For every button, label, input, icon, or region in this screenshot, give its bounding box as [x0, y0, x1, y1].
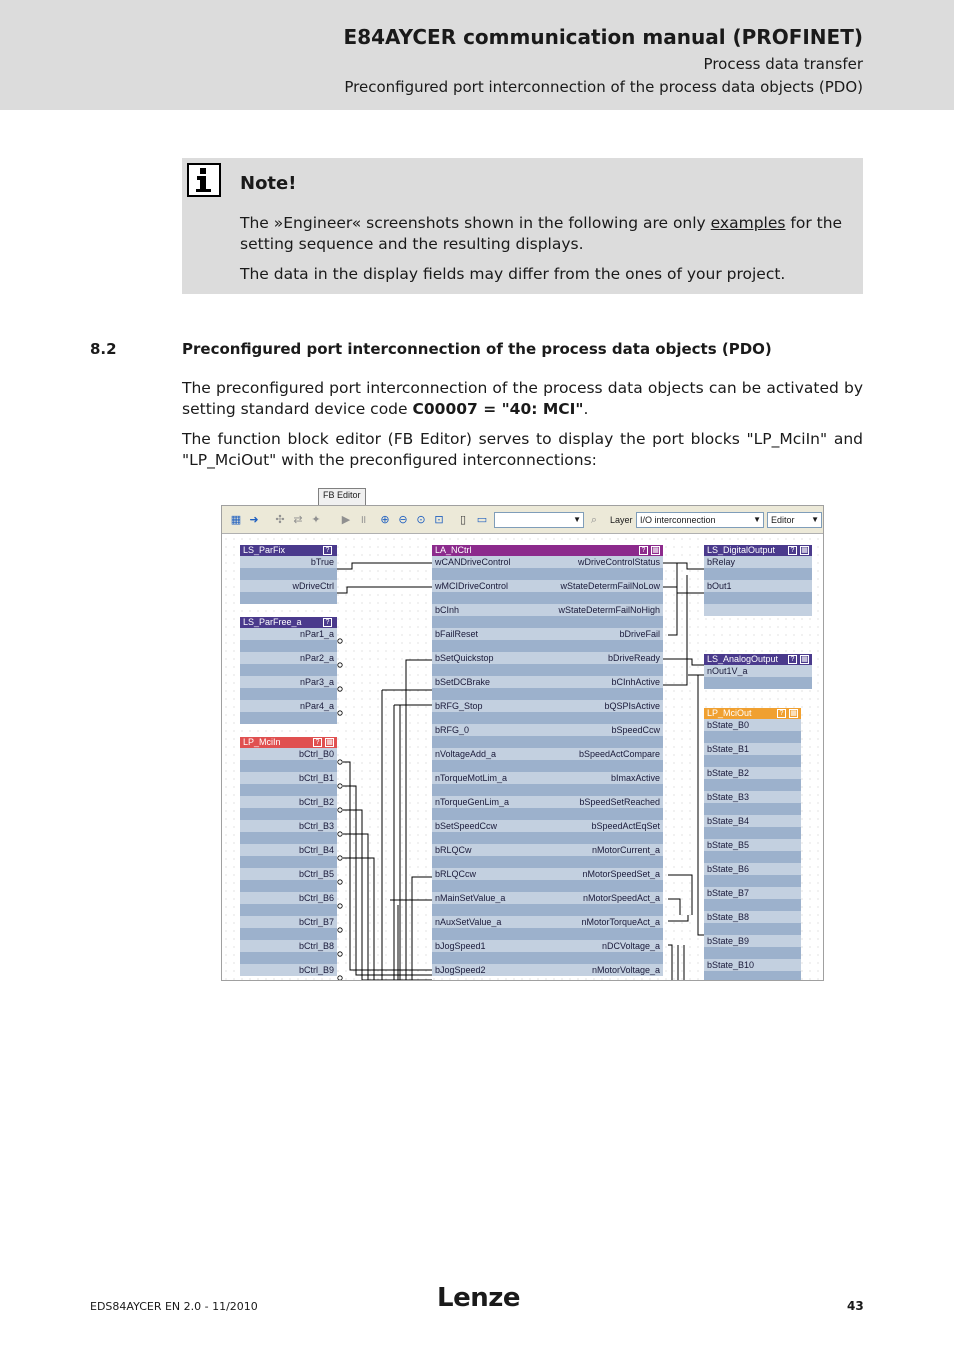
port-row — [240, 580, 337, 592]
port-label[interactable]: bCtrl_B4 — [298, 845, 334, 855]
port-row — [240, 916, 337, 928]
port-row — [240, 676, 337, 688]
input-port-label[interactable]: nVoltageAdd_a — [435, 749, 497, 759]
block-ports — [240, 748, 337, 976]
layer-select[interactable] — [636, 512, 764, 528]
port-row — [432, 688, 663, 700]
fb-ls-parfix[interactable] — [240, 545, 337, 604]
grid-icon[interactable]: ▦ — [801, 547, 808, 554]
port-label[interactable]: bState_B10 — [707, 960, 755, 970]
print-icon[interactable]: ▭ — [476, 513, 488, 526]
port-row — [432, 700, 663, 712]
port-row — [704, 767, 801, 779]
port-row — [704, 719, 801, 731]
port-label[interactable]: nPar1_a — [299, 629, 334, 639]
port-label[interactable]: bState_B2 — [707, 768, 750, 778]
port-row — [704, 959, 801, 971]
port-label[interactable]: bCtrl_B7 — [298, 917, 334, 927]
output-port-label[interactable]: bDriveReady — [607, 653, 660, 663]
input-port-label[interactable]: bFailReset — [435, 629, 479, 639]
port-row — [240, 664, 337, 676]
port-row — [240, 592, 337, 604]
port-label[interactable]: nOut1V_a — [707, 666, 748, 676]
port-row — [704, 791, 801, 803]
port-row — [704, 815, 801, 827]
input-port-label[interactable]: bRFG_0 — [435, 725, 470, 735]
port-row — [240, 856, 337, 868]
search-combo[interactable] — [494, 512, 584, 528]
output-port-label[interactable]: wStateDetermFailNoHigh — [558, 605, 660, 615]
block-title: LS_ParFix — [243, 545, 286, 555]
port-row — [240, 868, 337, 880]
port-label[interactable]: bCtrl_B1 — [298, 773, 334, 783]
port-row — [432, 904, 663, 916]
input-port-label[interactable]: nTorqueGenLim_a — [435, 797, 510, 807]
port-row — [432, 580, 663, 592]
output-port-label[interactable]: bCInhActive — [611, 677, 660, 687]
chevron-down-icon: ▼ — [753, 515, 761, 524]
output-port-label[interactable]: nMotorSpeedSet_a — [582, 869, 660, 879]
port-row — [704, 851, 801, 863]
lenze-logo: Lenze — [437, 1283, 520, 1313]
port-row — [432, 712, 663, 724]
port-row — [432, 616, 663, 628]
block-header — [432, 545, 663, 556]
block-title: LS_DigitalOutput — [707, 545, 776, 555]
port-row — [432, 844, 663, 856]
help-icon[interactable]: ? — [313, 738, 322, 747]
port-row — [432, 868, 663, 880]
paragraph-2: The function block editor (FB Editor) serves to display the port blocks "LP_MciIn" and "LP_MciOut" with the preconfigured interconnections: — [182, 430, 863, 469]
port-row — [704, 604, 812, 616]
input-port-label[interactable]: bRLQCcw — [435, 869, 477, 879]
port-row — [704, 827, 801, 839]
block-ports — [240, 556, 337, 604]
port-row — [704, 568, 812, 580]
block-title: LS_ParFree_a — [243, 617, 302, 627]
input-port-label[interactable]: bRFG_Stop — [435, 701, 483, 711]
search-icon[interactable]: ⌕ — [590, 513, 598, 526]
port-row — [432, 628, 663, 640]
fb-ls-parfree[interactable] — [240, 617, 337, 724]
section-title-header: Preconfigured port interconnection of the process data objects (PDO) — [344, 78, 863, 96]
note-title: Note! — [240, 173, 297, 194]
port-row — [704, 779, 801, 791]
port-row — [240, 796, 337, 808]
port-row — [432, 880, 663, 892]
port-label[interactable]: bOut1 — [707, 581, 732, 591]
port-label[interactable]: bCtrl_B5 — [298, 869, 334, 879]
port-row — [432, 604, 663, 616]
mode-value: Editor — [771, 515, 795, 525]
port-row — [432, 568, 663, 580]
block-header — [704, 654, 812, 665]
pause-icon[interactable]: ॥ — [359, 513, 367, 526]
info-icon — [187, 163, 221, 197]
output-port-label[interactable]: bSpeedActEqSet — [591, 821, 660, 831]
zoom-window-icon[interactable]: ⊡ — [434, 513, 444, 526]
port-label[interactable]: bCtrl_B8 — [298, 941, 334, 951]
port-row — [704, 556, 812, 568]
block-title: LA_NCtrl — [435, 545, 472, 555]
help-icon[interactable]: ? — [323, 546, 332, 555]
port-row — [240, 964, 337, 976]
section-heading: Preconfigured port interconnection of the process data objects (PDO) — [182, 340, 772, 358]
fb-la-nctrl[interactable] — [432, 545, 663, 976]
block-title: LS_AnalogOutput — [707, 654, 779, 664]
output-port-label[interactable]: nDCVoltage_a — [601, 941, 660, 951]
port-row — [240, 832, 337, 844]
port-row — [432, 556, 663, 568]
port-row — [240, 748, 337, 760]
block-ports — [704, 719, 801, 981]
port-label[interactable]: bState_B6 — [707, 864, 750, 874]
help-icon[interactable]: ? — [639, 546, 648, 555]
port-row — [240, 652, 337, 664]
port-row — [432, 640, 663, 652]
link-icon[interactable]: ⇄ — [293, 513, 303, 526]
block-header — [704, 545, 812, 556]
port-label[interactable]: bCtrl_B2 — [298, 797, 334, 807]
port-row — [240, 772, 337, 784]
port-row — [432, 928, 663, 940]
zoom-out-icon[interactable]: ⊖ — [398, 513, 408, 526]
block-ports — [240, 628, 337, 724]
port-row — [432, 748, 663, 760]
port-row — [240, 556, 337, 568]
port-row — [240, 640, 337, 652]
note-text: for the setting sequence and the resulting displays. — [240, 214, 843, 253]
body-text: . — [583, 400, 589, 418]
port-row — [432, 736, 663, 748]
page-number: 43 — [847, 1299, 864, 1313]
input-port-label[interactable]: bJogSpeed1 — [435, 941, 486, 951]
port-row — [432, 892, 663, 904]
port-row — [704, 947, 801, 959]
grid-icon[interactable]: ▦ — [326, 739, 333, 746]
port-label[interactable]: nPar3_a — [299, 677, 334, 687]
block-ports — [704, 665, 812, 689]
port-row — [704, 875, 801, 887]
fb-lp-mciin[interactable] — [240, 737, 337, 976]
input-port-label[interactable]: nTorqueMotLim_a — [435, 773, 508, 783]
input-port-label[interactable]: nMainSetValue_a — [435, 893, 506, 903]
fb-lp-mciout[interactable] — [704, 708, 801, 981]
block-title: LP_MciOut — [707, 708, 752, 718]
port-row — [432, 784, 663, 796]
manual-title: E84AYCER communication manual (PROFINET) — [343, 25, 863, 49]
block-title: LP_MciIn — [243, 737, 281, 747]
port-label[interactable]: bCtrl_B9 — [298, 965, 334, 975]
port-row — [704, 839, 801, 851]
port-label[interactable]: bState_B0 — [707, 720, 750, 730]
output-port-label[interactable]: wDriveControlStatus — [577, 557, 660, 567]
port-row — [240, 952, 337, 964]
port-row — [704, 677, 812, 689]
body-text: The preconfigured port interconnection of the process data objects can be activated by setting standard device code — [182, 379, 863, 418]
output-port-label[interactable]: nMotorSpeedAct_a — [582, 893, 660, 903]
port-row — [240, 844, 337, 856]
port-row — [432, 820, 663, 832]
input-port-label[interactable]: bSetQuickstop — [435, 653, 494, 663]
port-row — [704, 863, 801, 875]
port-row — [704, 911, 801, 923]
port-label[interactable]: bState_B8 — [707, 912, 750, 922]
port-row — [240, 928, 337, 940]
layer-label: Layer — [610, 515, 633, 525]
play-icon[interactable]: ▶ — [341, 513, 351, 526]
port-row — [704, 935, 801, 947]
block-header — [704, 708, 801, 719]
port-label[interactable]: nPar4_a — [299, 701, 334, 711]
grid-icon[interactable]: ▦ — [652, 547, 659, 554]
port-label[interactable]: bState_B5 — [707, 840, 750, 850]
output-port-label[interactable]: bSpeedActCompare — [578, 749, 660, 759]
note-box — [182, 158, 863, 294]
input-port-label[interactable]: wCANDriveControl — [435, 557, 511, 567]
port-row — [704, 755, 801, 767]
fb-ls-analogoutput[interactable] — [704, 654, 812, 689]
examples-link[interactable]: examples — [710, 214, 786, 232]
block-header — [240, 737, 337, 748]
port-row — [432, 832, 663, 844]
port-row — [704, 743, 801, 755]
port-row — [240, 688, 337, 700]
input-port-label[interactable]: bCInh — [435, 605, 460, 615]
chevron-down-icon: ▼ — [811, 515, 819, 524]
port-row — [240, 820, 337, 832]
block-ports — [704, 556, 812, 616]
help-icon[interactable]: ? — [323, 618, 332, 627]
chevron-down-icon: ▼ — [573, 515, 581, 524]
port-label[interactable]: bState_B4 — [707, 816, 750, 826]
port-row — [240, 880, 337, 892]
port-row — [704, 731, 801, 743]
mode-select[interactable] — [767, 512, 822, 528]
document-id: EDS84AYCER EN 2.0 - 11/2010 — [90, 1300, 258, 1313]
port-row — [240, 700, 337, 712]
port-row — [704, 803, 801, 815]
output-port-label[interactable]: nMotorCurrent_a — [591, 845, 660, 855]
port-row — [240, 760, 337, 772]
port-row — [432, 808, 663, 820]
port-row — [704, 665, 812, 677]
port-row — [432, 664, 663, 676]
input-port-label[interactable]: bSetDCBrake — [435, 677, 491, 687]
help-icon[interactable]: ? — [788, 546, 797, 555]
port-row — [240, 940, 337, 952]
note-text: The »Engineer« screenshots shown in the following are only — [240, 214, 711, 232]
port-row — [240, 712, 337, 724]
zoom-in-icon[interactable]: ⊕ — [380, 513, 390, 526]
port-label[interactable]: bCtrl_B6 — [298, 893, 334, 903]
port-row — [432, 952, 663, 964]
port-row — [240, 892, 337, 904]
page-icon[interactable]: ▯ — [459, 513, 467, 526]
output-port-label[interactable]: bSpeedCcw — [611, 725, 660, 735]
grid-icon[interactable]: ▦ — [230, 513, 242, 526]
block-header — [240, 617, 337, 628]
help-icon[interactable]: ? — [777, 709, 786, 718]
port-row — [240, 568, 337, 580]
port-row — [432, 652, 663, 664]
port-row — [432, 940, 663, 952]
input-port-label[interactable]: bRLQCw — [435, 845, 472, 855]
grid-icon[interactable]: ▦ — [790, 710, 797, 717]
port-row — [240, 784, 337, 796]
port-label[interactable]: bState_B7 — [707, 888, 750, 898]
output-port-label[interactable]: bImaxActive — [610, 773, 660, 783]
port-row — [432, 916, 663, 928]
port-row — [432, 796, 663, 808]
note-paragraph-1 — [240, 213, 850, 255]
port-label[interactable]: nPar2_a — [299, 653, 334, 663]
port-row — [704, 580, 812, 592]
port-row — [432, 724, 663, 736]
fb-canvas[interactable] — [222, 535, 824, 981]
note-paragraph-2: The data in the display fields may differ from the ones of your project. — [240, 265, 786, 283]
section-number: 8.2 — [90, 340, 117, 358]
port-row — [704, 923, 801, 935]
tool-icon[interactable]: ✣ — [275, 513, 285, 526]
zoom-fit-icon[interactable]: ⊙ — [416, 513, 426, 526]
port-row — [432, 772, 663, 784]
arrow-right-icon[interactable]: ➜ — [249, 513, 259, 526]
port-row — [432, 760, 663, 772]
port-label[interactable]: bState_B3 — [707, 792, 750, 802]
port-row — [240, 628, 337, 640]
input-port-label[interactable]: bJogSpeed2 — [435, 965, 486, 975]
chapter-title: Process data transfer — [703, 55, 863, 73]
help-icon[interactable]: ? — [788, 655, 797, 664]
output-port-label[interactable]: bQSPIsActive — [604, 701, 660, 711]
code-value: C00007 = "40: MCI" — [412, 400, 584, 418]
port-row — [704, 899, 801, 911]
port-row — [704, 971, 801, 981]
output-port-label[interactable]: nMotorTorqueAct_a — [581, 917, 660, 927]
output-port-label[interactable]: bSpeedSetReached — [579, 797, 660, 807]
paragraph-1 — [182, 378, 863, 420]
port-row — [432, 856, 663, 868]
port-label[interactable]: bState_B1 — [707, 744, 750, 754]
fb-editor-toolbar — [222, 506, 824, 534]
grid-icon[interactable]: ▦ — [801, 656, 808, 663]
output-port-label[interactable]: wStateDetermFailNoLow — [560, 581, 660, 591]
port-row — [432, 964, 663, 976]
port-label[interactable]: wDriveCtrl — [292, 581, 334, 591]
layer-value: I/O interconnection — [640, 515, 716, 525]
port-row — [240, 904, 337, 916]
input-port-label[interactable]: nAuxSetValue_a — [435, 917, 502, 927]
pin-icon[interactable]: ✦ — [311, 513, 321, 526]
port-row — [432, 676, 663, 688]
port-label[interactable]: bCtrl_B0 — [298, 749, 334, 759]
port-label[interactable]: bRelay — [707, 557, 736, 567]
fb-editor-screenshot — [221, 505, 824, 981]
block-header — [240, 545, 337, 556]
tab-fb-editor[interactable]: FB Editor — [318, 488, 366, 506]
port-label[interactable]: bTrue — [310, 557, 334, 567]
port-row — [432, 592, 663, 604]
port-row — [704, 592, 812, 604]
port-row — [240, 808, 337, 820]
port-label[interactable]: bCtrl_B3 — [298, 821, 334, 831]
port-row — [704, 887, 801, 899]
input-port-label[interactable]: bSetSpeedCcw — [435, 821, 498, 831]
block-ports — [432, 556, 663, 976]
page-header — [0, 0, 954, 110]
fb-ls-digitaloutput[interactable] — [704, 545, 812, 616]
output-port-label[interactable]: nMotorVoltage_a — [591, 965, 660, 975]
port-label[interactable]: bState_B9 — [707, 936, 750, 946]
output-port-label[interactable]: bDriveFail — [619, 629, 660, 639]
input-port-label[interactable]: wMCIDriveControl — [435, 581, 509, 591]
